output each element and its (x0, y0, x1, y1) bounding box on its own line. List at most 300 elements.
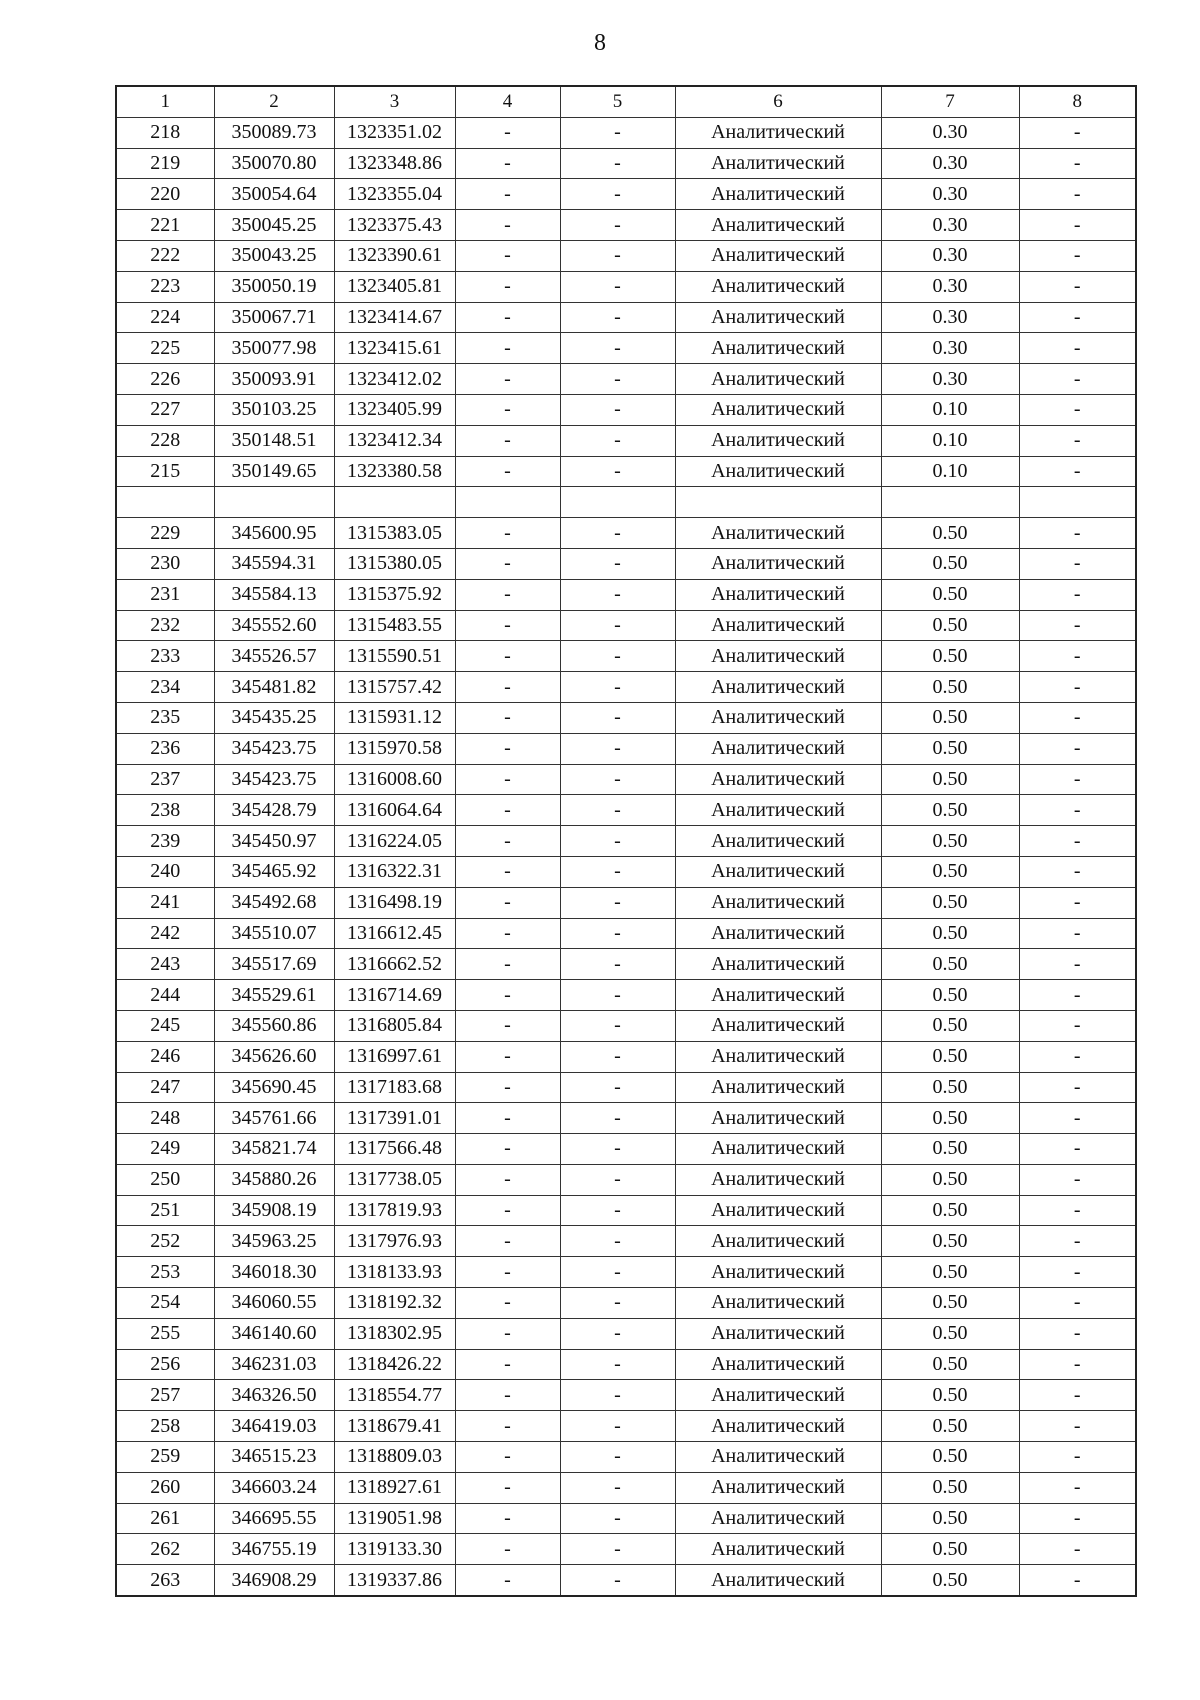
table-cell: 0.50 (881, 764, 1019, 795)
table-cell: 1315383.05 (334, 518, 455, 549)
table-cell: - (1019, 271, 1136, 302)
table-cell: - (1019, 949, 1136, 980)
table-cell: 0.50 (881, 579, 1019, 610)
table-cell: - (455, 579, 560, 610)
table-cell: - (455, 1103, 560, 1134)
table-cell: 1316322.31 (334, 856, 455, 887)
table-cell: Аналитический (675, 1349, 881, 1380)
table-row (116, 1318, 1136, 1349)
table-cell: - (1019, 579, 1136, 610)
page-number: 8 (594, 30, 606, 56)
table-cell: 345908.19 (214, 1195, 334, 1226)
table-cell: 345435.25 (214, 702, 334, 733)
table-cell: 350045.25 (214, 210, 334, 241)
table-cell: 238 (116, 795, 214, 826)
table-cell: - (455, 271, 560, 302)
table-cell: 345465.92 (214, 856, 334, 887)
table-cell: 1323351.02 (334, 117, 455, 148)
table-cell: 1315590.51 (334, 641, 455, 672)
table-row (116, 179, 1136, 210)
table-row (116, 795, 1136, 826)
table-cell: Аналитический (675, 826, 881, 857)
table-row (116, 856, 1136, 887)
table-cell: 257 (116, 1380, 214, 1411)
table-cell: 346060.55 (214, 1288, 334, 1319)
table-cell: - (560, 949, 675, 980)
table-cell: - (1019, 333, 1136, 364)
table-cell: - (560, 1442, 675, 1473)
table-row (116, 1411, 1136, 1442)
table-cell: 0.50 (881, 826, 1019, 857)
table-cell: - (455, 733, 560, 764)
table-cell: Аналитический (675, 394, 881, 425)
table-row (116, 1195, 1136, 1226)
table-cell: 0.50 (881, 949, 1019, 980)
table-cell: 1323414.67 (334, 302, 455, 333)
table-cell: 345963.25 (214, 1226, 334, 1257)
table-cell: - (455, 240, 560, 271)
table-cell: 232 (116, 610, 214, 641)
table-cell: 0.50 (881, 1257, 1019, 1288)
table-cell: Аналитический (675, 518, 881, 549)
table-cell: Аналитический (675, 672, 881, 703)
table-cell: - (560, 117, 675, 148)
coordinates-table (115, 85, 1137, 1597)
table-cell: 1318302.95 (334, 1318, 455, 1349)
table-cell: 220 (116, 179, 214, 210)
table-cell: 350149.65 (214, 456, 334, 487)
table-cell: 350093.91 (214, 364, 334, 395)
table-cell: - (1019, 425, 1136, 456)
table-cell: 233 (116, 641, 214, 672)
table-cell: 1316064.64 (334, 795, 455, 826)
table-cell: - (1019, 518, 1136, 549)
table-row (116, 364, 1136, 395)
table-cell: 0.30 (881, 364, 1019, 395)
table-cell: - (560, 1318, 675, 1349)
table-cell: 222 (116, 240, 214, 271)
table-cell: Аналитический (675, 210, 881, 241)
table-cell: 1318133.93 (334, 1257, 455, 1288)
table-cell: - (1019, 1472, 1136, 1503)
table-cell: 345529.61 (214, 980, 334, 1011)
table-cell: - (1019, 1442, 1136, 1473)
table-cell: - (1019, 1503, 1136, 1534)
table-cell: 1315757.42 (334, 672, 455, 703)
table-cell: 345423.75 (214, 764, 334, 795)
table-cell: - (455, 1503, 560, 1534)
table-cell: - (455, 764, 560, 795)
table-cell: - (1019, 610, 1136, 641)
table-cell: 1319051.98 (334, 1503, 455, 1534)
table-cell: - (455, 1565, 560, 1596)
table-cell: - (560, 1195, 675, 1226)
table-row (116, 1288, 1136, 1319)
table-cell: - (560, 210, 675, 241)
table-cell: 1316612.45 (334, 918, 455, 949)
table-cell: - (560, 1503, 675, 1534)
table-cell: - (1019, 918, 1136, 949)
table-cell: 345600.95 (214, 518, 334, 549)
table-cell: - (1019, 1349, 1136, 1380)
table-cell: 1315931.12 (334, 702, 455, 733)
table-cell: 350043.25 (214, 240, 334, 271)
table-cell: 346695.55 (214, 1503, 334, 1534)
table-cell (675, 487, 881, 518)
table-cell: - (560, 672, 675, 703)
table-row (116, 1472, 1136, 1503)
table-cell: - (1019, 1103, 1136, 1134)
table-cell: 242 (116, 918, 214, 949)
table-cell: 1316714.69 (334, 980, 455, 1011)
table-cell: - (560, 1072, 675, 1103)
table-cell: 229 (116, 518, 214, 549)
table-cell: - (455, 918, 560, 949)
table-cell: - (560, 1010, 675, 1041)
table-cell: 1316997.61 (334, 1041, 455, 1072)
column-header-7: 7 (881, 86, 1019, 117)
table-cell: 1316498.19 (334, 887, 455, 918)
table-cell: 1323355.04 (334, 179, 455, 210)
table-cell: 1323415.61 (334, 333, 455, 364)
table-cell: 255 (116, 1318, 214, 1349)
table-cell: Аналитический (675, 179, 881, 210)
table-cell: 252 (116, 1226, 214, 1257)
table-cell: 345821.74 (214, 1134, 334, 1165)
table-cell: 1317391.01 (334, 1103, 455, 1134)
table-cell: - (1019, 641, 1136, 672)
table-cell: - (455, 641, 560, 672)
table-cell: 1315483.55 (334, 610, 455, 641)
table-cell: 1316224.05 (334, 826, 455, 857)
table-cell: - (1019, 240, 1136, 271)
table-cell: 258 (116, 1411, 214, 1442)
table-cell: Аналитический (675, 733, 881, 764)
table-cell: 263 (116, 1565, 214, 1596)
table-row (116, 148, 1136, 179)
table-cell: 1318192.32 (334, 1288, 455, 1319)
table-row (116, 333, 1136, 364)
table-cell: 253 (116, 1257, 214, 1288)
table-cell: Аналитический (675, 1411, 881, 1442)
table-cell: 345526.57 (214, 641, 334, 672)
table-cell: 256 (116, 1349, 214, 1380)
table-cell: 0.10 (881, 456, 1019, 487)
table-cell: 345626.60 (214, 1041, 334, 1072)
table-cell: 248 (116, 1103, 214, 1134)
table-cell: - (455, 1380, 560, 1411)
table-cell: 0.50 (881, 1041, 1019, 1072)
table-cell: Аналитический (675, 918, 881, 949)
table-cell: - (455, 795, 560, 826)
header-row (116, 86, 1136, 117)
table-cell: 245 (116, 1010, 214, 1041)
table-cell: 346755.19 (214, 1534, 334, 1565)
table-cell: 346326.50 (214, 1380, 334, 1411)
table-cell: 350054.64 (214, 179, 334, 210)
table-row (116, 1103, 1136, 1134)
table-cell: 0.50 (881, 1010, 1019, 1041)
table-cell: - (455, 179, 560, 210)
table-cell: Аналитический (675, 1503, 881, 1534)
table-cell: 1318809.03 (334, 1442, 455, 1473)
table-cell: - (1019, 1226, 1136, 1257)
table-cell: - (455, 1226, 560, 1257)
table-cell: 0.50 (881, 733, 1019, 764)
table-cell: - (455, 1288, 560, 1319)
table-cell: - (1019, 1411, 1136, 1442)
table-cell: 0.50 (881, 918, 1019, 949)
table-row (116, 1041, 1136, 1072)
table-row (116, 1134, 1136, 1165)
table-cell: - (455, 364, 560, 395)
table-cell: 0.50 (881, 518, 1019, 549)
table-cell: Аналитический (675, 148, 881, 179)
table-row (116, 1164, 1136, 1195)
table-cell: 260 (116, 1472, 214, 1503)
table-cell: - (455, 1411, 560, 1442)
table-cell: Аналитический (675, 1380, 881, 1411)
table-cell: - (1019, 1134, 1136, 1165)
table-cell: - (455, 1442, 560, 1473)
table-cell: 1315380.05 (334, 548, 455, 579)
table-cell: Аналитический (675, 1103, 881, 1134)
table-row (116, 1442, 1136, 1473)
table-cell: - (560, 302, 675, 333)
table-cell: - (560, 980, 675, 1011)
table-cell: - (1019, 1010, 1136, 1041)
table-cell: - (1019, 548, 1136, 579)
table-row (116, 1226, 1136, 1257)
table-cell: - (560, 1411, 675, 1442)
table-cell: - (1019, 1288, 1136, 1319)
table-cell: - (1019, 394, 1136, 425)
table-row (116, 949, 1136, 980)
table-cell: - (560, 1103, 675, 1134)
table-cell: 241 (116, 887, 214, 918)
table-cell: - (1019, 1195, 1136, 1226)
column-header-5: 5 (560, 86, 675, 117)
table-cell: 244 (116, 980, 214, 1011)
table-cell: - (560, 1041, 675, 1072)
table-cell: - (560, 271, 675, 302)
table-cell: 1323375.43 (334, 210, 455, 241)
table-cell: - (455, 1072, 560, 1103)
table-cell: 0.30 (881, 240, 1019, 271)
table-cell: - (560, 425, 675, 456)
table-row (116, 826, 1136, 857)
table-cell: - (560, 795, 675, 826)
table-cell: 251 (116, 1195, 214, 1226)
table-cell: 346515.23 (214, 1442, 334, 1473)
table-cell: - (560, 179, 675, 210)
table-cell: - (560, 333, 675, 364)
table-cell: - (1019, 302, 1136, 333)
table-cell: - (455, 1195, 560, 1226)
table-cell: 345594.31 (214, 548, 334, 579)
table-cell: - (560, 1472, 675, 1503)
table-cell: - (560, 456, 675, 487)
table-cell: - (560, 918, 675, 949)
table-cell: 345552.60 (214, 610, 334, 641)
table-cell: - (455, 1257, 560, 1288)
table-cell: 345690.45 (214, 1072, 334, 1103)
table-cell: - (560, 856, 675, 887)
table-cell: - (455, 548, 560, 579)
table-row (116, 610, 1136, 641)
table-row (116, 672, 1136, 703)
table-cell: - (1019, 1257, 1136, 1288)
table-cell: - (1019, 764, 1136, 795)
column-header-8: 8 (1019, 86, 1136, 117)
table-row (116, 1349, 1136, 1380)
table-cell: Аналитический (675, 240, 881, 271)
table-cell: Аналитический (675, 364, 881, 395)
table-cell: - (560, 1226, 675, 1257)
table-cell: 1316662.52 (334, 949, 455, 980)
table-cell: 1323348.86 (334, 148, 455, 179)
table-cell: 0.50 (881, 702, 1019, 733)
table-cell: 259 (116, 1442, 214, 1473)
column-header-4: 4 (455, 86, 560, 117)
table-cell: 0.50 (881, 980, 1019, 1011)
table-cell: - (1019, 117, 1136, 148)
table-cell (116, 487, 214, 518)
table-cell: 0.50 (881, 1072, 1019, 1103)
table-cell: 1316805.84 (334, 1010, 455, 1041)
table-cell: 218 (116, 117, 214, 148)
table-cell: - (455, 117, 560, 148)
table-cell: - (560, 148, 675, 179)
table-cell: Аналитический (675, 456, 881, 487)
table-cell: - (560, 1288, 675, 1319)
table-cell: - (455, 394, 560, 425)
table-cell: 1323412.34 (334, 425, 455, 456)
table-cell: 1317738.05 (334, 1164, 455, 1195)
table-cell: - (1019, 856, 1136, 887)
table-cell: 0.30 (881, 210, 1019, 241)
table-cell: - (560, 364, 675, 395)
table-cell: 1317819.93 (334, 1195, 455, 1226)
table-row (116, 518, 1136, 549)
table-cell: 1317566.48 (334, 1134, 455, 1165)
table-cell: 350067.71 (214, 302, 334, 333)
table-cell: 234 (116, 672, 214, 703)
table-cell: Аналитический (675, 887, 881, 918)
table-cell: - (560, 887, 675, 918)
table-cell: - (1019, 733, 1136, 764)
table-cell: Аналитический (675, 1442, 881, 1473)
table-cell: 0.50 (881, 1164, 1019, 1195)
table-cell: Аналитический (675, 1041, 881, 1072)
table-cell: - (1019, 795, 1136, 826)
table-cell: - (1019, 702, 1136, 733)
table-cell: 1323412.02 (334, 364, 455, 395)
table-cell: 0.50 (881, 1134, 1019, 1165)
table-cell: 345584.13 (214, 579, 334, 610)
table-cell: - (1019, 456, 1136, 487)
table-cell: 345423.75 (214, 733, 334, 764)
table-cell: Аналитический (675, 579, 881, 610)
table-cell: 262 (116, 1534, 214, 1565)
table-cell: 1323405.81 (334, 271, 455, 302)
table-cell: 0.50 (881, 1226, 1019, 1257)
table-cell: - (560, 610, 675, 641)
table-cell: 350077.98 (214, 333, 334, 364)
column-header-6: 6 (675, 86, 881, 117)
table-cell: - (1019, 210, 1136, 241)
table-cell: - (455, 702, 560, 733)
table-row (116, 210, 1136, 241)
table-cell: - (1019, 887, 1136, 918)
table-cell: - (455, 1318, 560, 1349)
table-cell: 230 (116, 548, 214, 579)
table-cell: - (560, 733, 675, 764)
table-cell: 1317183.68 (334, 1072, 455, 1103)
table-body (116, 117, 1136, 1596)
table-cell: - (1019, 148, 1136, 179)
table-cell: 249 (116, 1134, 214, 1165)
table-cell: 0.50 (881, 1411, 1019, 1442)
table-cell: 0.30 (881, 333, 1019, 364)
table-cell: Аналитический (675, 302, 881, 333)
table-cell: 243 (116, 949, 214, 980)
table-cell: 346140.60 (214, 1318, 334, 1349)
table-cell: - (455, 1041, 560, 1072)
column-header-1: 1 (116, 86, 214, 117)
table-cell: Аналитический (675, 764, 881, 795)
table-cell: - (455, 949, 560, 980)
table-cell: 350050.19 (214, 271, 334, 302)
table-cell: 247 (116, 1072, 214, 1103)
table-row (116, 240, 1136, 271)
table-cell: - (560, 1164, 675, 1195)
table-cell: - (455, 518, 560, 549)
table-cell: 350103.25 (214, 394, 334, 425)
table-cell: 221 (116, 210, 214, 241)
table-cell: - (455, 1349, 560, 1380)
table-cell: 1317976.93 (334, 1226, 455, 1257)
column-header-2: 2 (214, 86, 334, 117)
table-cell: - (455, 856, 560, 887)
table-cell: 254 (116, 1288, 214, 1319)
table-cell: 250 (116, 1164, 214, 1195)
table-row (116, 117, 1136, 148)
table-cell: 346231.03 (214, 1349, 334, 1380)
table-cell: 0.30 (881, 302, 1019, 333)
table-cell (560, 487, 675, 518)
table-cell: 350070.80 (214, 148, 334, 179)
table-row (116, 487, 1136, 518)
table-cell: 345761.66 (214, 1103, 334, 1134)
table-cell: - (1019, 1072, 1136, 1103)
table-cell: 240 (116, 856, 214, 887)
table-cell: - (455, 333, 560, 364)
table-cell: - (455, 610, 560, 641)
table-row (116, 733, 1136, 764)
table-cell: 0.10 (881, 394, 1019, 425)
table-cell: 0.50 (881, 795, 1019, 826)
table-row (116, 1565, 1136, 1596)
table-cell: Аналитический (675, 271, 881, 302)
table-cell: - (455, 210, 560, 241)
table-cell: 346018.30 (214, 1257, 334, 1288)
table-cell: 239 (116, 826, 214, 857)
table-cell: - (1019, 672, 1136, 703)
table-row (116, 548, 1136, 579)
table-cell: 0.50 (881, 1472, 1019, 1503)
table-cell: 0.50 (881, 1103, 1019, 1134)
